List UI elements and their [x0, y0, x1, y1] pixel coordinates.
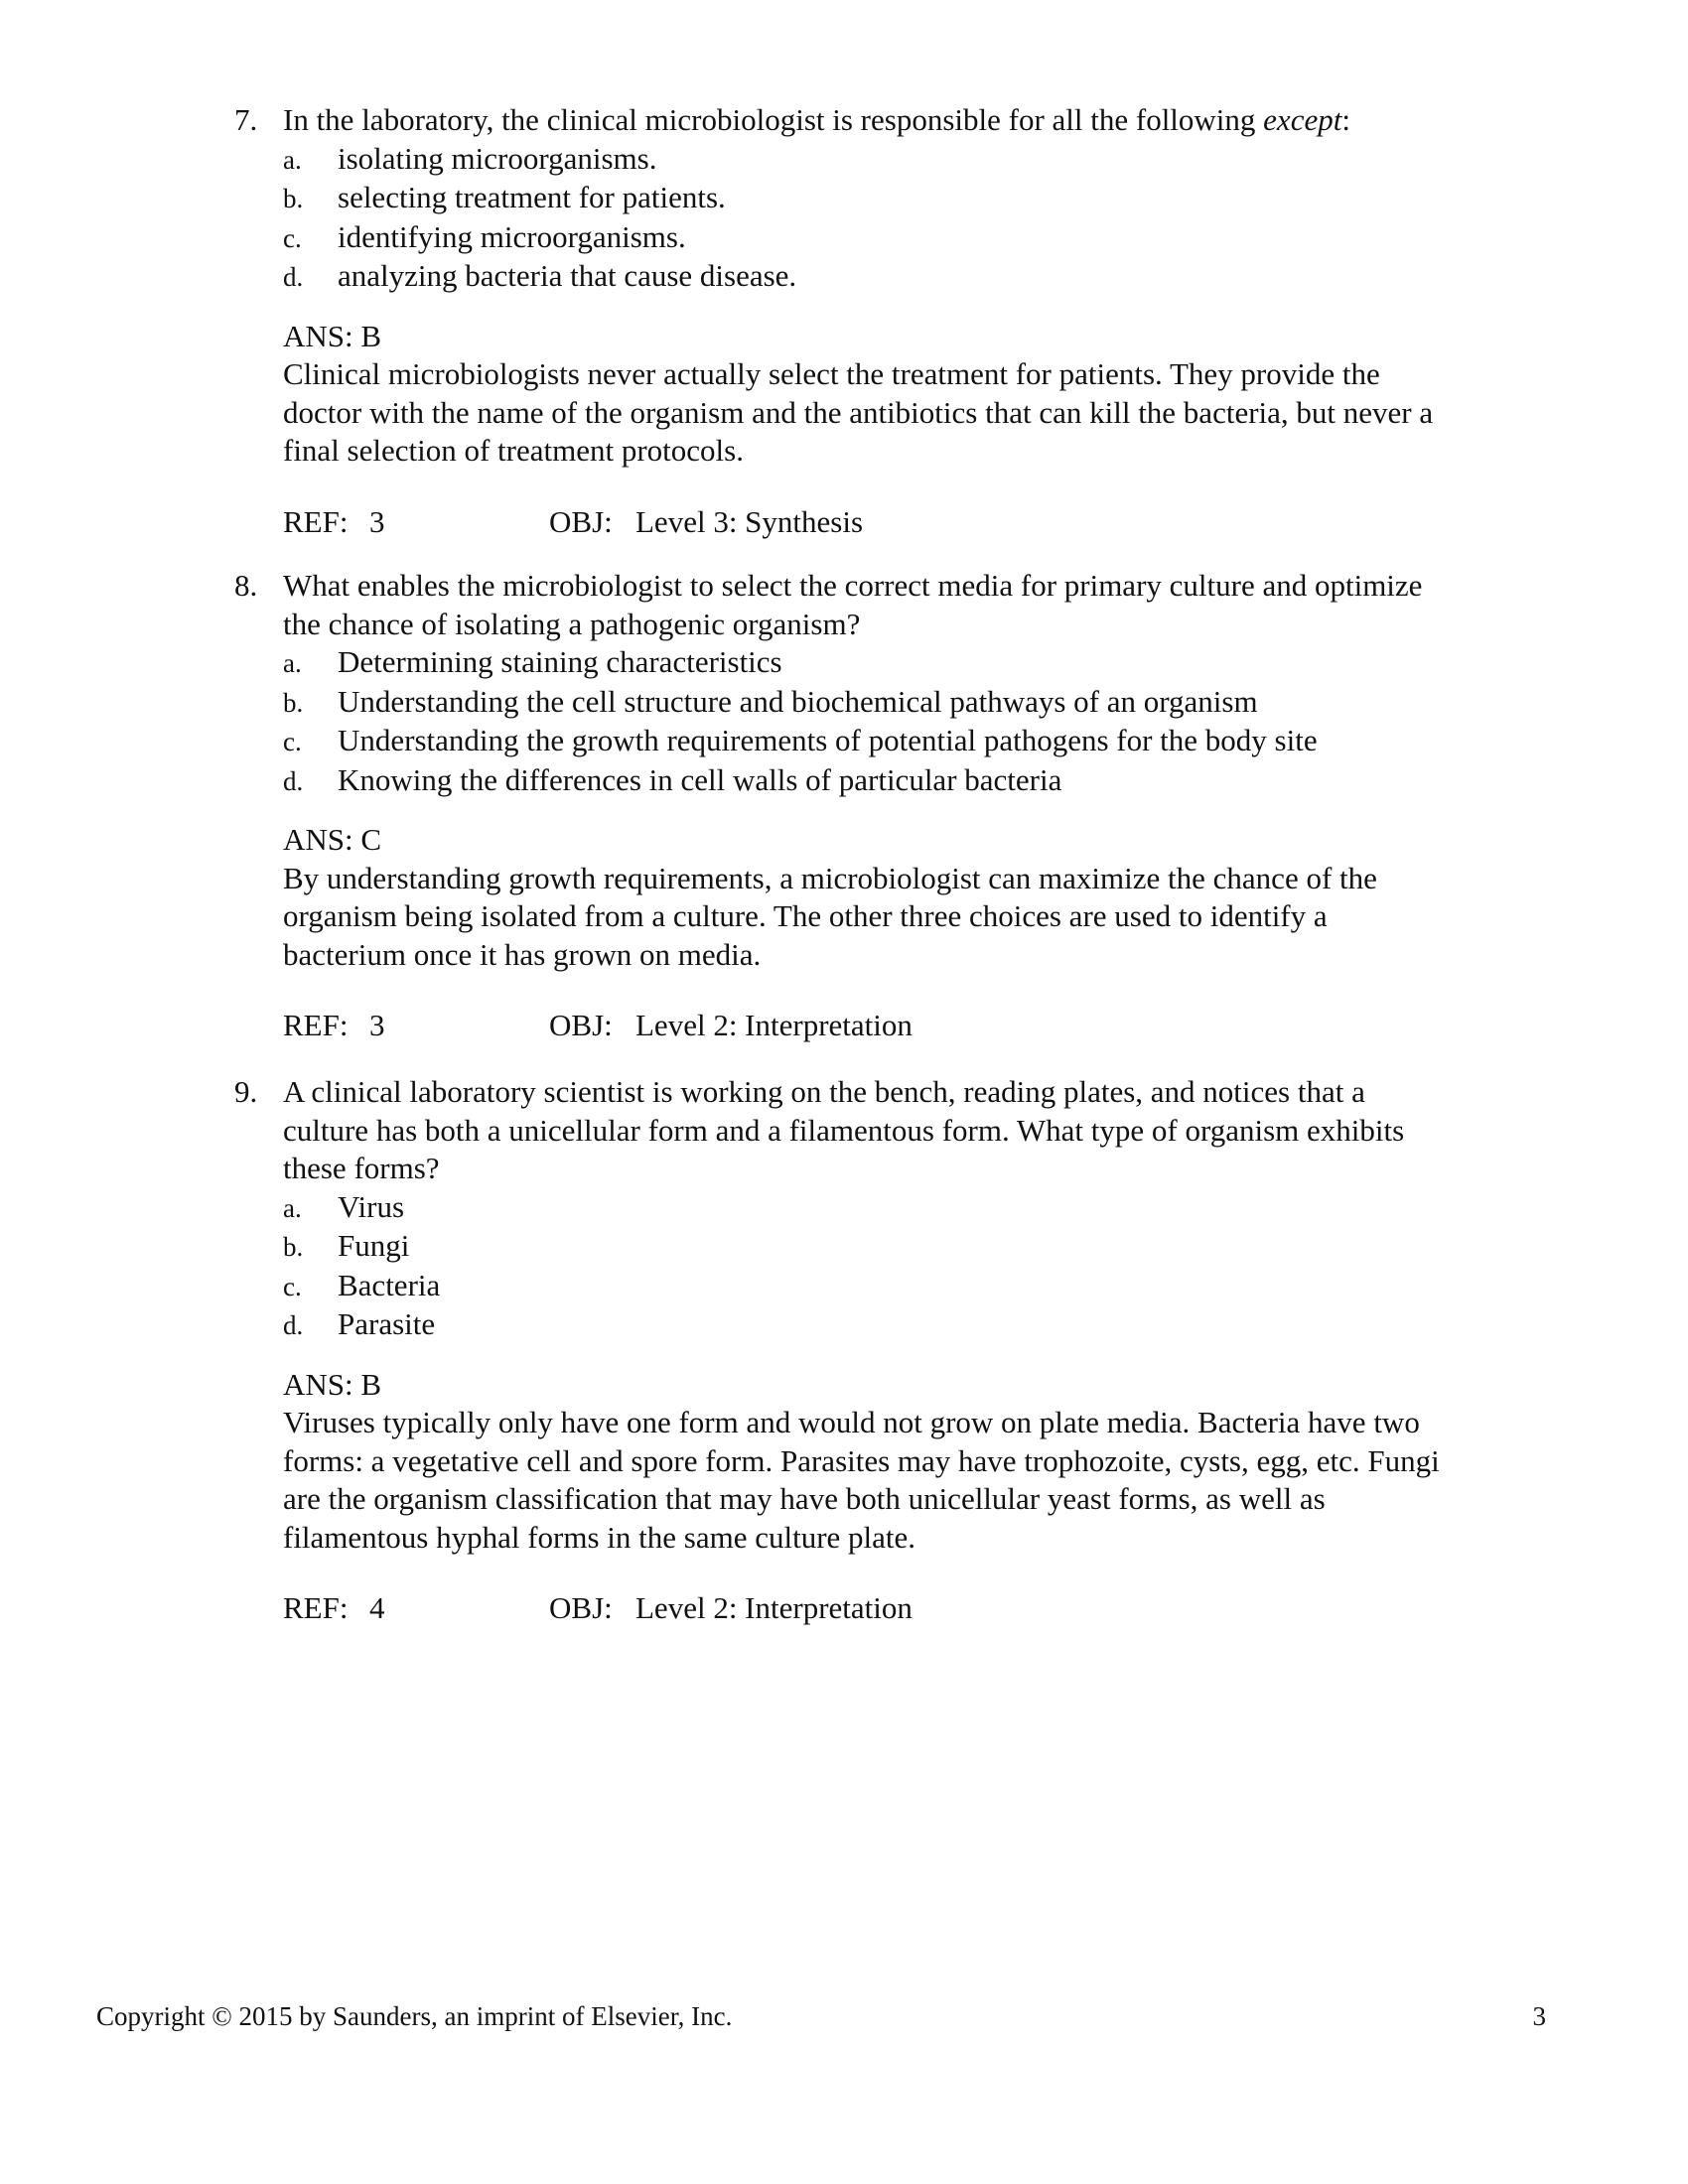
ref-label: REF: — [283, 1008, 349, 1042]
answer-option — [283, 1305, 1555, 1345]
ref-value: 3 — [369, 503, 385, 539]
answer-option — [283, 1267, 1555, 1306]
answer-key: ANS: B — [283, 1366, 382, 1402]
rationale-line: Clinical microbiologists never actually select the treatment for patients. They provide the — [283, 356, 1380, 391]
question-stem-line: the chance of isolating a pathogenic organism? — [283, 606, 861, 641]
option-text: Knowing the differences in cell walls of particular bacteria — [338, 761, 1062, 797]
obj-label: OBJ: — [549, 1008, 613, 1042]
stem-text: In the laboratory, the clinical microbiologist is responsible for all the following — [283, 102, 1264, 137]
obj-value: Level 2: Interpretation — [635, 1008, 913, 1042]
ref-label: REF: — [283, 503, 349, 539]
page-footer — [96, 1997, 1546, 2035]
option-letter: b. — [283, 687, 304, 718]
answer-option — [283, 643, 1555, 683]
rationale-line: are the organism classification that may have both unicellular yeast forms, as well as — [283, 1481, 1326, 1516]
question-8 — [234, 567, 1555, 1045]
rationale-line: doctor with the name of the organism and the antibiotics that can kill the bacteria, but never a — [283, 394, 1434, 430]
option-text: isolating microorganisms. — [338, 140, 657, 176]
option-letter: d. — [283, 1310, 304, 1340]
obj-label: OBJ: — [549, 1590, 613, 1625]
option-text: Understanding the growth requirements of potential pathogens for the body site — [338, 723, 1318, 757]
option-letter: c. — [283, 222, 302, 253]
option-text: Fungi — [338, 1228, 410, 1263]
page-number: 3 — [1532, 2001, 1546, 2031]
option-text: Parasite — [338, 1306, 436, 1341]
obj-value: Level 2: Interpretation — [635, 1590, 913, 1625]
reference-row — [283, 1007, 1555, 1045]
stem-tail: : — [1341, 102, 1350, 137]
stem-emphasis: except — [1263, 102, 1342, 137]
option-text: Determining staining characteristics — [338, 644, 782, 679]
option-text: selecting treatment for patients. — [338, 180, 726, 214]
rationale-line: filamentous hyphal forms in the same culture plate. — [283, 1519, 916, 1555]
answer-key: ANS: C — [283, 822, 382, 857]
question-number: 7. — [234, 102, 258, 137]
option-letter: a. — [283, 648, 302, 678]
reference-row — [283, 1589, 1555, 1628]
question-stem-line: A clinical laboratory scientist is working on the bench, reading plates, and notices that a — [283, 1074, 1365, 1109]
option-letter: b. — [283, 1232, 304, 1262]
question-7 — [234, 101, 1555, 541]
option-text: identifying microorganisms. — [338, 218, 686, 254]
ref-label: REF: — [283, 1590, 349, 1625]
reference-row — [283, 503, 1555, 542]
question-stem-line: these forms? — [283, 1151, 440, 1185]
option-letter: d. — [283, 765, 304, 796]
option-letter: a. — [283, 144, 302, 175]
answer-key: ANS: B — [283, 318, 382, 353]
question-stem-line — [283, 101, 1555, 140]
obj-value: Level 3: Synthesis — [635, 503, 864, 539]
answer-option — [283, 257, 1555, 297]
answer-option — [283, 722, 1555, 761]
question-stem-line: What enables the microbiologist to select the correct media for primary culture and optimize — [283, 568, 1423, 603]
question-9 — [234, 1073, 1555, 1628]
answer-option — [283, 179, 1555, 218]
answer-option — [283, 1227, 1555, 1267]
rationale-line: bacterium once it has grown on media. — [283, 936, 762, 972]
option-text: Virus — [338, 1188, 405, 1224]
answer-option — [283, 140, 1555, 180]
obj-label: OBJ: — [549, 503, 613, 539]
question-number: 8. — [234, 568, 258, 603]
rationale-line: Viruses typically only have one form and would not grow on plate media. Bacteria have two — [283, 1405, 1420, 1439]
question-stem-line: culture has both a unicellular form and a filamentous form. What type of organism exhibits — [283, 1112, 1405, 1148]
question-number: 9. — [234, 1074, 258, 1109]
option-letter: c. — [283, 727, 302, 756]
answer-option — [283, 1188, 1555, 1228]
option-text: analyzing bacteria that cause disease. — [338, 258, 797, 293]
option-letter: b. — [283, 184, 304, 213]
rationale-line: organism being isolated from a culture. The other three choices are used to identify a — [283, 898, 1328, 933]
answer-option — [283, 218, 1555, 258]
rationale-line: final selection of treatment protocols. — [283, 433, 744, 468]
copyright-text: Copyright © 2015 by Saunders, an imprint of Elsevier, Inc. — [96, 2001, 733, 2031]
option-letter: c. — [283, 1271, 302, 1301]
option-letter: d. — [283, 262, 304, 292]
option-text: Bacteria — [338, 1267, 441, 1302]
answer-option — [283, 683, 1555, 723]
ref-value: 4 — [369, 1590, 385, 1625]
rationale-line: forms: a vegetative cell and spore form. Parasites may have trophozoite, cysts, egg, etc. Fungi — [283, 1442, 1440, 1478]
rationale-line: By understanding growth requirements, a microbiologist can maximize the chance of the — [283, 860, 1377, 895]
option-text: Understanding the cell structure and biochemical pathways of an organism — [338, 683, 1258, 719]
ref-value: 3 — [369, 1008, 385, 1042]
option-letter: a. — [283, 1192, 302, 1223]
answer-option — [283, 761, 1555, 801]
